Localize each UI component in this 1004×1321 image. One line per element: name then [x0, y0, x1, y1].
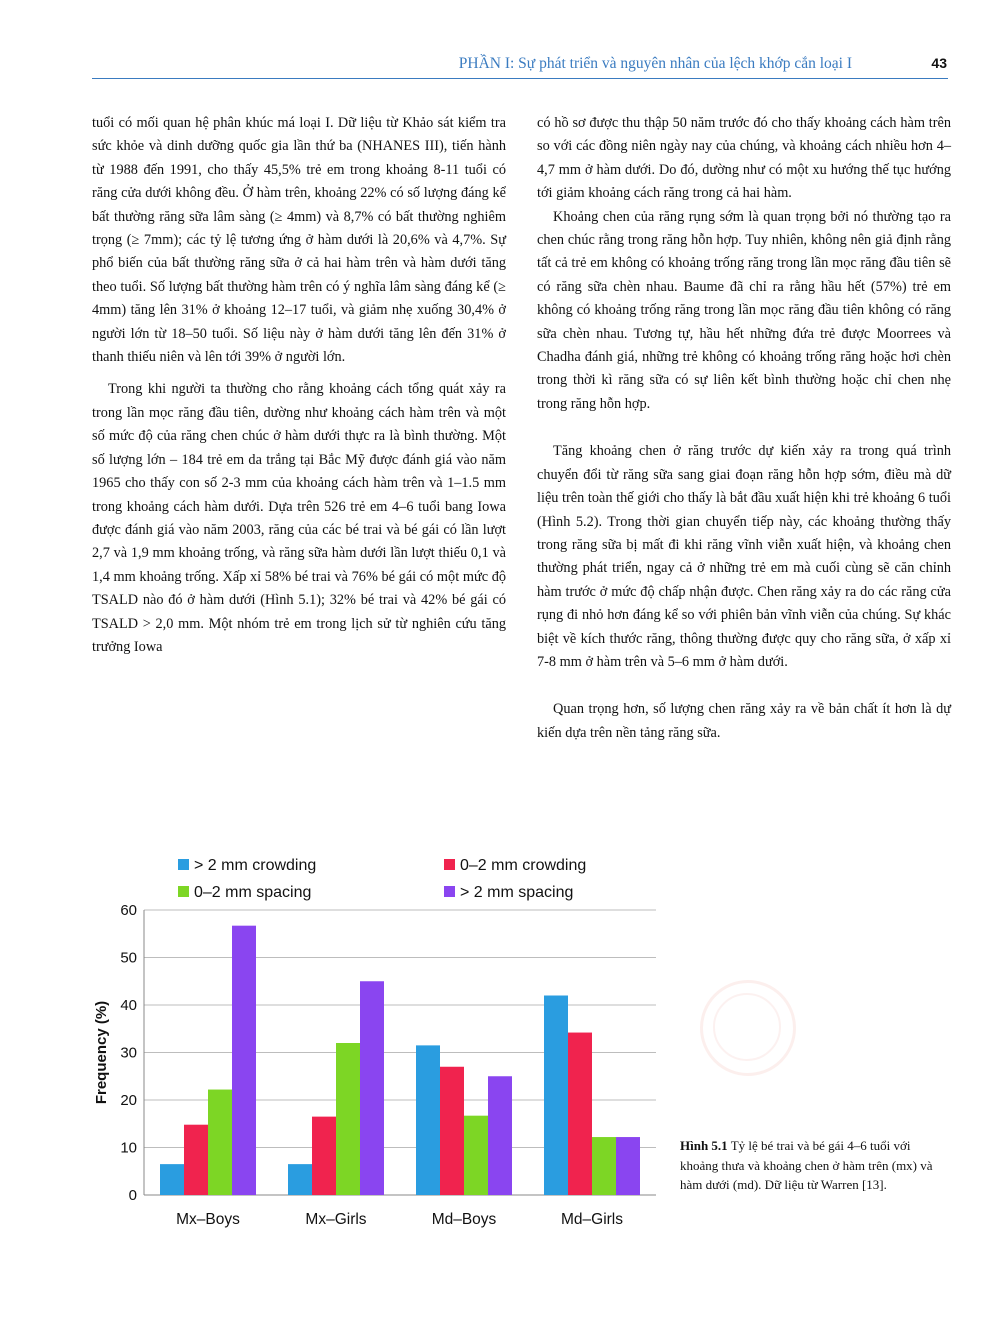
- right-paragraph-4: Quan trọng hơn, số lượng chen răng xảy ra về bản chất ít hơn là dự kiến dựa trên nền tảng răng sữa.: [537, 701, 951, 741]
- bar: [160, 1164, 184, 1195]
- legend-label: 0–2 mm spacing: [194, 884, 312, 901]
- bar: [464, 1116, 488, 1195]
- bar: [416, 1045, 440, 1195]
- legend-swatch: [178, 886, 189, 897]
- bar: [208, 1090, 232, 1195]
- x-tick-label: Mx–Boys: [176, 1211, 240, 1228]
- y-tick-label: 0: [128, 1187, 137, 1204]
- page-number: 43: [931, 55, 947, 71]
- right-paragraph-2: Khoảng chen của răng rụng sớm là quan trọng bởi nó thường tạo ra chen chúc rằng trong răng hỗn hợp. Tuy nhiên, không nên giả định rằng tất cả trẻ em không có khoảng trống răng trong lần mọc răng đầu tiên sẽ có răng sữa chèn nhau. Baume đã chỉ ra rằng hầu hết (57%) trẻ em không có khoảng trống răng trong lần mọc răng đầu tiên không có răng sữa chèn nhau. Tương tự, hầu hết những đứa trẻ được Moorrees và Chadha đánh giá, những trẻ không có khoảng trống răng hoặc hơi chèn trong thời kì răng sữa có sự liên kết bình thường hoặc chỉ chen nhẹ trong răng hỗn hợp.: [537, 208, 951, 412]
- y-tick-label: 60: [120, 902, 137, 919]
- legend-label: > 2 mm spacing: [460, 884, 574, 901]
- caption-label: Hình 5.1: [680, 1138, 728, 1153]
- bar: [592, 1137, 616, 1195]
- watermark-seal: [700, 980, 796, 1076]
- left-paragraph-2: Trong khi người ta thường cho rằng khoảng cách tổng quát xảy ra trong lần mọc răng đầu tiên, dường như khoảng cách hàm trên và một số mức độ của răng chen chúc ở hàm dưới thực ra là bình thường. Một số lượng lớn – 184 trẻ em da trắng tại Bắc Mỹ được đánh giá vào năm 1965 cho thấy con số 2-3 mm của khoảng cách hàm trên và 1–1.5 mm trong khoảng cách hàm dưới. Dựa trên 526 trẻ em 4–6 tuổi bang Iowa được đánh giá vào năm 2003, răng của các bé trai và bé gái có lần lượt 2,7 và 1,9 mm khoảng trống, và răng sữa hàm dưới lần lượt thiếu 0,1 và 1,4 mm khoảng trống. Xấp xỉ 58% bé trai và 76% bé gái có một mức độ TSALD nào đó ở hàm dưới (Hình 5.1); 32% bé trai và 42% bé gái có TSALD > 2,0 mm. Một nhóm trẻ em trong lịch sử từ nghiên cứu tăng trưởng Iowa: [92, 381, 506, 655]
- legend-swatch: [444, 886, 455, 897]
- x-tick-label: Md–Girls: [560, 1211, 624, 1228]
- bar: [544, 996, 568, 1196]
- y-tick-label: 40: [120, 997, 137, 1014]
- x-tick-label: Md–Boys: [431, 1211, 497, 1228]
- x-tick-label: Mx–Girls: [305, 1211, 367, 1228]
- right-column: [537, 112, 951, 745]
- caption-text: Tỷ lệ bé trai và bé gái 4–6 tuổi với khoảng thưa và khoảng chen ở hàm trên (mx) và hàm dưới (md). Dữ liệu từ Warren [13].: [680, 1138, 933, 1192]
- bar: [288, 1164, 312, 1195]
- legend-swatch: [444, 859, 455, 870]
- right-paragraph-1: có hồ sơ được thu thập 50 năm trước đó cho thấy khoảng cách hàm trên so với các đồng niên ngày nay của chúng, và khoảng cách nhiều hơn 4–4,7 mm ở hàm dưới. Do đó, dường như có một xu hướng thế tục hướng tới giảm khoảng cách răng trong cả hai hàm.: [537, 115, 951, 202]
- bar: [616, 1137, 640, 1195]
- bar: [488, 1076, 512, 1195]
- left-column: [92, 112, 506, 659]
- y-tick-label: 30: [120, 1044, 137, 1062]
- bar: [336, 1043, 360, 1195]
- bar: [360, 981, 384, 1195]
- bar: [232, 926, 256, 1195]
- y-tick-label: 50: [120, 949, 137, 967]
- bar: [184, 1125, 208, 1195]
- running-header-title: PHẦN I: Sự phát triển và nguyên nhân của lệch khớp cắn loại I: [458, 55, 852, 72]
- legend-swatch: [178, 859, 189, 870]
- legend-label: 0–2 mm crowding: [460, 857, 587, 874]
- bar: [568, 1033, 592, 1195]
- figure-caption: [680, 1136, 940, 1195]
- y-tick-label: 20: [120, 1092, 137, 1109]
- y-axis-label: Frequency (%): [93, 1000, 110, 1105]
- header-rule: [92, 78, 948, 79]
- figure-5-1-chart: [88, 850, 668, 1240]
- legend-label: > 2 mm crowding: [194, 857, 317, 874]
- bar: [440, 1067, 464, 1195]
- y-tick-label: 10: [120, 1139, 137, 1157]
- bar: [312, 1117, 336, 1195]
- right-paragraph-3: Tăng khoảng chen ở răng trước dự kiến xảy ra trong quá trình chuyển đổi từ răng sữa sang giai đoạn răng hỗn hợp sớm, điều mà dữ liệu trên toàn thế giới cho thấy là bắt đầu xuất hiện khi trẻ khoảng 6 tuổi (Hình 5.2). Trong thời gian chuyển tiếp này, các khoảng thường thấy trong răng sữa bị mất đi khi răng vĩnh viễn xuất hiện, và khoảng chen thường phát triển, ngay cả ở những trẻ em mà cuối cùng sẽ căn chỉnh hàm trước ở mức độ chấp nhận được. Chen răng xảy ra do các răng cửa rụng đi nhỏ hơn đáng kể so với phiên bản vĩnh viễn của chúng. Sự khác biệt về kích thước răng, thông thường được quy cho răng sữa, ở xấp xỉ 7-8 mm ở hàm trên và 5–6 mm ở hàm dưới.: [537, 443, 951, 670]
- left-paragraph-1: tuổi có mối quan hệ phân khúc má loại I. Dữ liệu từ Khảo sát kiểm tra sức khỏe và dinh dưỡng quốc gia lần thứ ba (NHANES III), tiến hành từ 1988 đến 1991, cho thấy 45,5% trẻ em trong khoảng 8-11 tuổi có răng cửa dưới không đều. Ở hàm trên, khoảng 22% có số lượng đáng kể bất thường răng sữa lâm sàng (≥ 4mm) và 8,7% có bất thường nghiêm trọng (≥ 7mm); các tỷ lệ tương ứng ở hàm dưới là 20,6% và 4,7%. Sự phổ biến của bất thường răng sữa ở cả hai hàm trên và hàm dưới tăng theo tuổi. Số lượng bất thường hàm trên có ý nghĩa lâm sàng đáng kể (≥ 4mm) tăng lên 31% ở khoảng 12–17 tuổi, và giảm nhẹ xuống 30,4% ở người lớn từ 18–50 tuổi. Số liệu này ở hàm dưới tăng lên đến 31% ở thanh thiếu niên và lên tới 39% ở người lớn.: [92, 115, 506, 366]
